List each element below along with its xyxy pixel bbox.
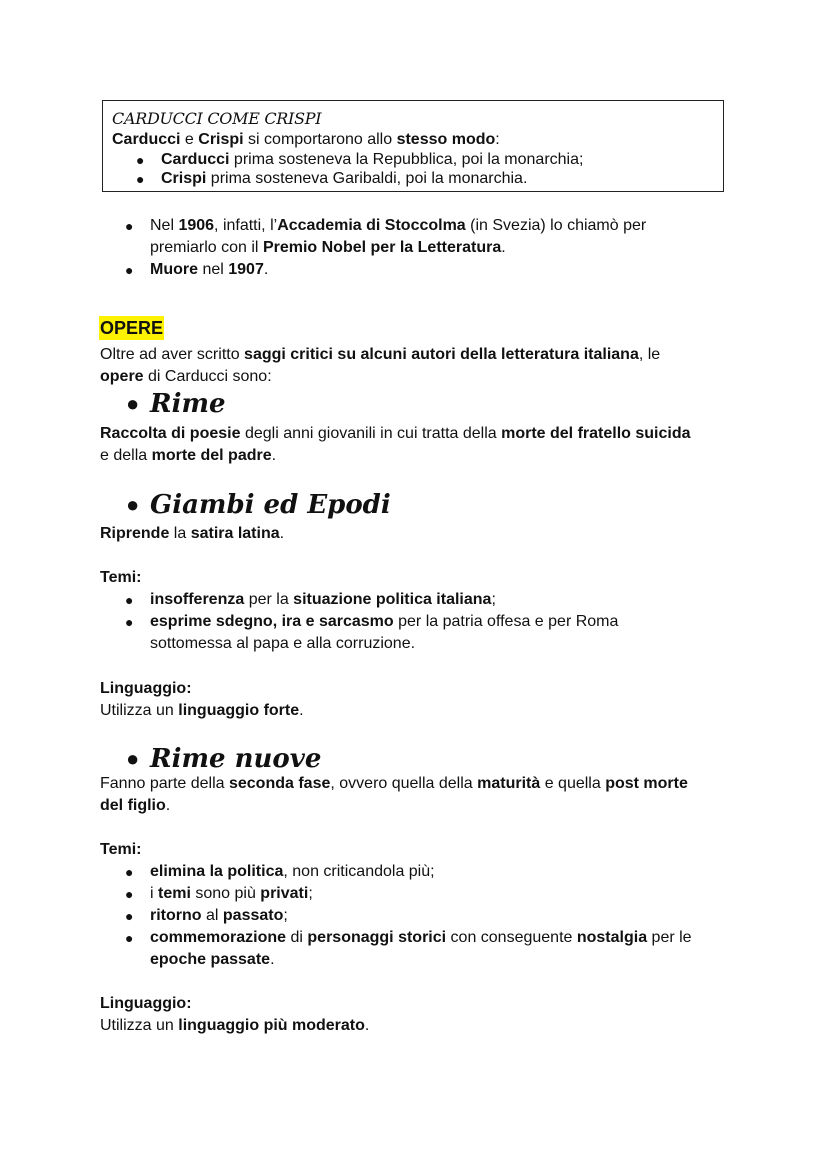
bold-text: satira latina [190, 525, 280, 542]
text-run: e [180, 131, 199, 148]
bold-text: maturità [477, 775, 541, 792]
giambi-linguaggio [100, 700, 304, 722]
bold-text: Carducci [112, 131, 181, 148]
comparison-box [102, 100, 724, 192]
text-run: , infatti, l’ [214, 217, 278, 234]
bold-text: seconda fase [228, 775, 331, 792]
text-run: sono più [190, 885, 261, 902]
text-run: . [364, 1017, 370, 1034]
rime-desc-line1 [100, 423, 691, 445]
bold-text: morte del padre [151, 447, 272, 464]
text-run: al [201, 907, 223, 924]
bold-text: linguaggio più moderato [178, 1017, 365, 1034]
rime-nuove-temi-label: Temi: [100, 841, 142, 858]
bullet-icon: ● [125, 262, 134, 278]
giambi-tema-1 [150, 589, 496, 611]
text-run: . [299, 702, 304, 719]
bold-text: 1906 [178, 217, 215, 234]
rime-desc-line2 [100, 445, 276, 467]
bold-text: insofferenza [150, 591, 245, 608]
text-run: ; [308, 885, 313, 902]
rime-nuove-tema-1 [150, 861, 435, 883]
text-run: ; [283, 907, 288, 924]
work-title-rime-nuove: Rime nuove [150, 744, 322, 774]
bold-text: saggi critici su alcuni autori della letteratura italiana [244, 346, 639, 363]
rime-nuove-linguaggio [100, 1015, 369, 1037]
bold-text: Muore [150, 261, 198, 278]
text-run: con conseguente [446, 929, 577, 946]
bold-text: post morte [605, 775, 688, 792]
opere-intro-line1 [100, 344, 660, 366]
bold-text: epoche passate [150, 951, 271, 968]
bold-text: passato [222, 907, 284, 924]
bold-text: temi [158, 885, 191, 902]
bold-text: stesso modo [396, 131, 496, 148]
bold-text: personaggi storici [307, 929, 447, 946]
giambi-temi-label: Temi: [100, 569, 142, 586]
bold-text: esprime sdegno, ira e sarcasmo [150, 613, 394, 630]
bio-item-death [150, 259, 268, 281]
bullet-icon: ● [126, 391, 140, 416]
text-run: , le [638, 346, 661, 363]
rime-nuove-desc-line2 [100, 795, 170, 817]
text-run: : [495, 131, 500, 148]
section-heading-opere: OPERE [100, 318, 164, 338]
work-title-giambi: Giambi ed Epodi [150, 490, 391, 520]
text-run: degli anni giovanili in cui tratta della [240, 425, 502, 442]
bold-text: morte del fratello suicida [501, 425, 691, 442]
bullet-icon: ● [126, 746, 140, 771]
bullet-icon: ● [126, 492, 140, 517]
text-run: (in Svezia) lo chiamò per [465, 217, 647, 234]
text-run: sottomessa al papa e alla corruzione. [150, 635, 416, 652]
text-run: . [270, 951, 275, 968]
bullet-icon: ● [136, 152, 145, 168]
text-run: . [263, 261, 269, 278]
text-run: di [286, 929, 308, 946]
box-intro [112, 129, 500, 151]
text-run: e quella [540, 775, 606, 792]
bold-text: Accademia di Stoccolma [277, 217, 466, 234]
bold-text: Riprende [100, 525, 170, 542]
text-run: Oltre ad aver scritto [100, 346, 245, 363]
bio-item-nobel-line2 [150, 237, 506, 259]
rime-nuove-tema-3 [150, 905, 288, 927]
text-run: Utilizza un [100, 1017, 179, 1034]
work-title-rime: Rime [150, 389, 226, 419]
rime-nuove-desc-line1 [100, 773, 688, 795]
rime-nuove-linguaggio-label: Linguaggio: [100, 995, 192, 1012]
text-run: . [165, 797, 171, 814]
bullet-icon: ● [125, 592, 134, 608]
text-run: e della [100, 447, 152, 464]
text-run: di Carducci sono: [143, 368, 272, 385]
text-run: . [271, 447, 277, 464]
box-title: CARDUCCI COME CRISPI [112, 109, 322, 128]
text-run: si comportarono allo [243, 131, 397, 148]
bullet-icon: ● [125, 218, 134, 234]
bold-text: nostalgia [576, 929, 648, 946]
text-run: la [169, 525, 191, 542]
bullet-icon: ● [125, 614, 134, 630]
text-run: Nel [150, 217, 179, 234]
rime-nuove-tema-4-line1 [150, 927, 692, 949]
bold-text: Premio Nobel per la Letteratura [262, 239, 502, 256]
text-run: nel [198, 261, 229, 278]
bold-text: commemorazione [150, 929, 287, 946]
opere-intro-line2 [100, 366, 272, 388]
text-run: per la [244, 591, 294, 608]
giambi-tema-2-line2 [150, 633, 415, 655]
bold-text: Crispi [161, 170, 207, 187]
rime-nuove-tema-2 [150, 883, 313, 905]
bullet-icon: ● [125, 930, 134, 946]
bold-text: elimina la politica [150, 863, 284, 880]
bullet-icon: ● [136, 171, 145, 187]
rime-nuove-tema-4-line2 [150, 949, 275, 971]
bullet-icon: ● [125, 886, 134, 902]
bold-text: opere [100, 368, 144, 385]
bold-text: ritorno [150, 907, 202, 924]
giambi-tema-2-line1 [150, 611, 618, 633]
text-run: per la patria offesa e per Roma [393, 613, 619, 630]
bold-text: Carducci [161, 151, 230, 168]
text-run: Utilizza un [100, 702, 179, 719]
text-run: i [150, 885, 158, 902]
text-run: prima sosteneva la Repubblica, poi la monarchia; [229, 151, 584, 168]
bullet-icon: ● [125, 908, 134, 924]
text-run: Fanno parte della [100, 775, 229, 792]
bold-text: del figlio [100, 797, 166, 814]
bio-item-nobel-line1 [150, 215, 646, 237]
text-run: . [279, 525, 285, 542]
giambi-linguaggio-label: Linguaggio: [100, 680, 192, 697]
bold-text: situazione politica italiana [293, 591, 492, 608]
text-run: prima sosteneva Garibaldi, poi la monarchia. [206, 170, 528, 187]
text-run: premiarlo con il [150, 239, 263, 256]
bullet-icon: ● [125, 864, 134, 880]
bold-text: linguaggio forte [178, 702, 300, 719]
bold-text: privati [260, 885, 309, 902]
text-run: ; [491, 591, 496, 608]
text-run: per le [647, 929, 692, 946]
text-run: , non criticandola più; [283, 863, 435, 880]
bold-text: Raccolta di poesie [100, 425, 241, 442]
bold-text: Crispi [198, 131, 244, 148]
bold-text: 1907 [228, 261, 264, 278]
text-run: . [501, 239, 506, 256]
text-run: , ovvero quella della [330, 775, 478, 792]
box-item-crispi [161, 168, 527, 190]
giambi-intro [100, 523, 284, 545]
